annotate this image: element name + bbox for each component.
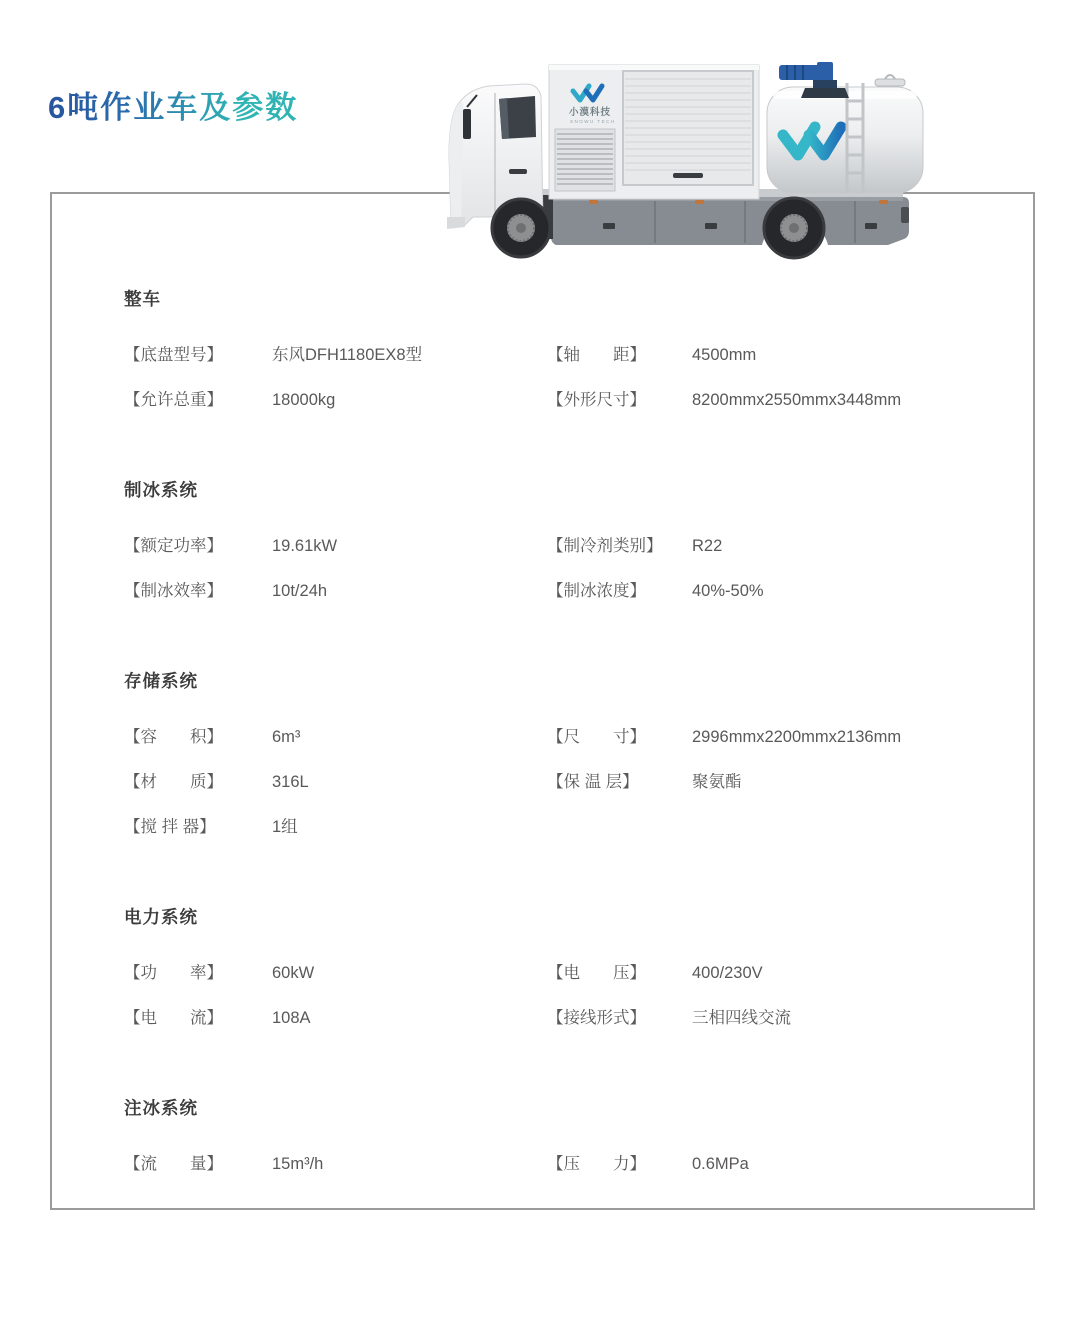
spec-label: 【保 温 层】 [547,773,639,791]
spec-row [124,378,993,423]
spec-value: 40%-50% [692,582,764,600]
spec-card [50,192,1035,1210]
spec-section-vehicle [124,287,993,423]
spec-label: 【功 率】 [124,964,223,982]
spec-section-ice-filling [124,1096,993,1187]
spec-label: 【电 流】 [124,1009,223,1027]
spec-value: 8200mmx2550mmx3448mm [692,391,902,409]
truck-grille [555,129,615,191]
spec-label: 【外形尺寸】 [547,391,646,409]
truck-logo-cn: 小漠科技 [569,107,612,118]
spec-label: 【尺 寸】 [547,728,646,746]
spec-row [124,996,993,1041]
spec-label [547,805,692,850]
truck-illustration [443,57,935,263]
section-title: 注冰系统 [124,1098,198,1118]
spec-value: 4500mm [692,346,757,364]
spec-label: 【制冰浓度】 [547,582,646,600]
spec-section-ice-making [124,478,993,614]
section-title: 电力系统 [124,907,198,927]
spec-value: 19.61kW [272,537,338,555]
spec-label: 【材 质】 [124,773,223,791]
spec-value [692,805,993,850]
spec-value: 18000kg [272,391,336,409]
spec-label: 【容 积】 [124,728,223,746]
spec-row [124,524,993,569]
spec-label: 【压 力】 [547,1155,646,1173]
spec-value: 聚氨酯 [692,773,742,791]
spec-value: R22 [692,537,723,555]
spec-row [124,715,993,760]
spec-row [124,1142,993,1187]
spec-value: 316L [272,773,309,791]
truck-manhole [875,75,905,86]
section-title: 存储系统 [124,671,198,691]
spec-row [124,569,993,614]
section-title: 整车 [124,289,161,309]
spec-value: 6m³ [272,728,301,746]
spec-value: 1组 [272,818,298,836]
spec-label: 【制冰效率】 [124,582,223,600]
truck-logo-en: SNOWU TECH [570,119,616,124]
spec-label: 【允许总重】 [124,391,223,409]
spec-row [124,760,993,805]
page-title: 6吨作业车及参数 [48,82,298,127]
spec-value: 东风DFH1180EX8型 [272,346,423,364]
spec-row [124,333,993,378]
spec-section-power [124,905,993,1041]
spec-row [124,951,993,996]
spec-value: 400/230V [692,964,763,982]
section-title: 制冰系统 [124,480,198,500]
spec-value: 60kW [272,964,315,982]
spec-value: 15m³/h [272,1155,324,1173]
spec-label: 【接线形式】 [547,1009,646,1027]
spec-value: 2996mmx2200mmx2136mm [692,728,902,746]
spec-label: 【制冷剂类别】 [547,537,663,555]
spec-label: 【电 压】 [547,964,646,982]
truck-equipment-box [549,65,759,199]
spec-value: 108A [272,1009,311,1027]
spec-label: 【轴 距】 [547,346,646,364]
spec-label: 【额定功率】 [124,537,223,555]
spec-label: 【搅 拌 器】 [124,818,216,836]
spec-value: 三相四线交流 [692,1009,791,1027]
spec-label: 【底盘型号】 [124,346,223,364]
truck-tank [767,62,923,193]
truck-shutter-door [623,71,753,185]
truck-wheel-rear [763,197,825,259]
truck-wheel-front [491,198,551,258]
spec-section-storage [124,669,993,850]
spec-value: 0.6MPa [692,1155,749,1173]
spec-label: 【流 量】 [124,1155,223,1173]
spec-row [124,805,993,850]
spec-value: 10t/24h [272,582,328,600]
